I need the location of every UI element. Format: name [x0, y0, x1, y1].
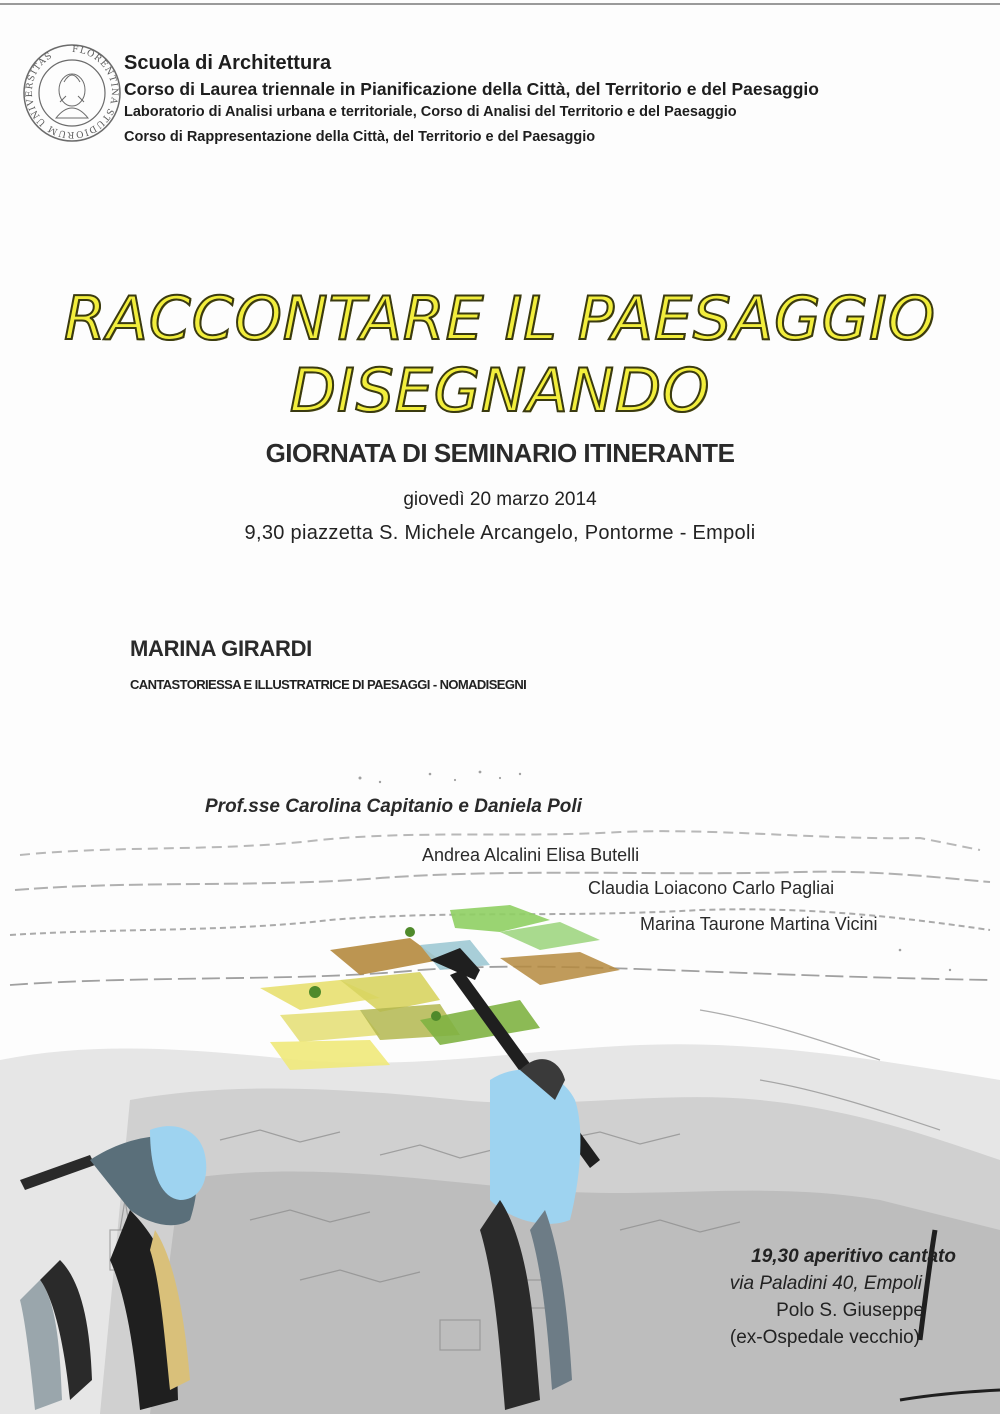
event-date: giovedì 20 marzo 2014 [403, 489, 597, 510]
students-line3: Marina Taurone Martina Vicini [640, 914, 878, 934]
university-seal-icon [20, 38, 124, 148]
students-line2: Claudia Loiacono Carlo Pagliai [588, 878, 835, 898]
event-place: 9,30 piazzetta S. Michele Arcangelo, Pontorme - Empoli [244, 522, 756, 544]
aperitivo-address: via Paladini 40, Empoli [729, 1273, 922, 1294]
aperitivo-note: (ex-Ospedale vecchio) [729, 1327, 920, 1348]
aperitivo-venue: Polo S. Giuseppe [776, 1300, 924, 1321]
top-border [0, 3, 1000, 5]
school-name: Scuola di Architettura [124, 52, 332, 74]
students-line1: Andrea Alcalini Elisa Butelli [422, 845, 640, 865]
speaker-name: MARINA GIRARDI [130, 636, 312, 661]
aperitivo-time: 19,30 aperitivo cantato [751, 1246, 956, 1267]
main-title-line1: RACCONTARE IL PAESAGGIO [64, 284, 936, 354]
representation-course: Corso di Rappresentazione della Città, del Territorio e del Paesaggio [124, 129, 596, 145]
degree-course: Corso di Laurea triennale in Pianificazione della Città, del Territorio e del Paesaggio [124, 79, 819, 99]
professors: Prof.sse Carolina Capitanio e Daniela Poli [205, 796, 582, 817]
event-subtitle: GIORNATA DI SEMINARIO ITINERANTE [265, 438, 735, 468]
seal-lettering: FLORENTINA STUDIORUM UNIVERSITAS [24, 44, 119, 140]
main-title-line2: DISEGNANDO [289, 356, 711, 426]
lab-course: Laboratorio di Analisi urbana e territoriale, Corso di Analisi del Territorio e del Paesaggio [124, 104, 737, 120]
speaker-role: CANTASTORIESSA E ILLUSTRATRICE DI PAESAGGI - NOMADISEGNI [130, 677, 527, 692]
